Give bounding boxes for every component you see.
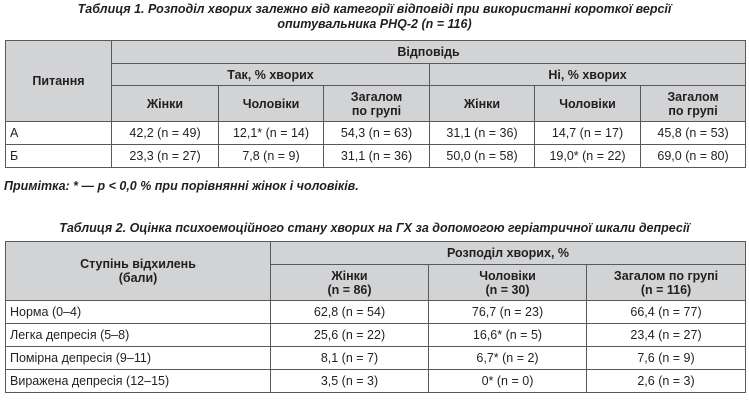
- table-cell: 7,8 (n = 9): [219, 145, 324, 168]
- table-cell: 76,7 (n = 23): [429, 301, 587, 324]
- table-row: [6, 122, 746, 145]
- col-men-yes: Чоловіки: [219, 86, 324, 122]
- header-question: Питання: [6, 41, 112, 122]
- col-total-no-line2: по групі: [668, 103, 718, 118]
- header-distribution: Розподіл хворих, %: [271, 242, 746, 265]
- col-men: [429, 265, 587, 301]
- row-label: Помірна депресія (9–11): [6, 347, 271, 370]
- table-cell: 25,6 (n = 22): [271, 324, 429, 347]
- col-men-n: (n = 30): [485, 282, 530, 297]
- table-cell: 54,3 (n = 63): [324, 122, 430, 145]
- table-cell: 31,1 (n = 36): [324, 145, 430, 168]
- row-label: А: [6, 122, 112, 145]
- header-answers: Відповідь: [112, 41, 746, 64]
- table1-note: Примітка: * — р < 0,0 % при порівнянні жінок і чоловіків.: [4, 179, 359, 193]
- col-women-no: Жінки: [430, 86, 535, 122]
- row-label: Норма (0–4): [6, 301, 271, 324]
- col-total-no: [641, 86, 746, 122]
- table-cell: 2,6 (n = 3): [587, 370, 746, 393]
- table1-phq2: [5, 40, 746, 168]
- table1-caption-line2: опитувальника PHQ-2 (n = 116): [277, 17, 472, 31]
- table-row: [6, 324, 746, 347]
- table1-caption-line1: Таблиця 1. Розподіл хворих залежно від категорії відповіді при використанні короткої версії: [77, 2, 672, 16]
- col-women: [271, 265, 429, 301]
- col-total-n: (n = 116): [640, 282, 692, 297]
- header-degree-line2: (бали): [118, 271, 158, 285]
- table-cell: 42,2 (n = 49): [112, 122, 219, 145]
- table2-caption: Таблиця 2. Оцінка психоемоційного стану хворих на ГХ за допомогою геріатричної шкали депресії: [59, 221, 690, 235]
- table1-caption: [0, 2, 749, 32]
- group-yes: Так, % хворих: [112, 64, 430, 86]
- table-row: [6, 370, 746, 393]
- table-cell: 16,6* (n = 5): [429, 324, 587, 347]
- group-no: Ні, % хворих: [430, 64, 746, 86]
- table-row: [6, 301, 746, 324]
- col-total-no-line1: Загалом: [667, 89, 719, 104]
- table-cell: 23,3 (n = 27): [112, 145, 219, 168]
- table-cell: 50,0 (n = 58): [430, 145, 535, 168]
- table-cell: 23,4 (n = 27): [587, 324, 746, 347]
- table-cell: 62,8 (n = 54): [271, 301, 429, 324]
- table-cell: 0* (n = 0): [429, 370, 587, 393]
- header-degree: [6, 242, 271, 301]
- row-label: Б: [6, 145, 112, 168]
- table-row: [6, 347, 746, 370]
- col-women-n: (n = 86): [327, 282, 372, 297]
- col-men-label: Чоловіки: [479, 268, 536, 283]
- col-men-no: Чоловіки: [535, 86, 641, 122]
- table-cell: 45,8 (n = 53): [641, 122, 746, 145]
- col-total: [587, 265, 746, 301]
- table-cell: 14,7 (n = 17): [535, 122, 641, 145]
- table-cell: 7,6 (n = 9): [587, 347, 746, 370]
- table-cell: 19,0* (n = 22): [535, 145, 641, 168]
- table-cell: 8,1 (n = 7): [271, 347, 429, 370]
- col-women-label: Жінки: [331, 268, 368, 283]
- table-cell: 3,5 (n = 3): [271, 370, 429, 393]
- col-total-yes-line2: по групі: [351, 103, 402, 118]
- table-cell: 66,4 (n = 77): [587, 301, 746, 324]
- table-cell: 69,0 (n = 80): [641, 145, 746, 168]
- row-label: Легка депресія (5–8): [6, 324, 271, 347]
- col-women-yes: Жінки: [112, 86, 219, 122]
- table-row: [6, 145, 746, 168]
- header-degree-line1: Ступінь відхилень: [80, 257, 196, 271]
- col-total-yes: [324, 86, 430, 122]
- table-cell: 12,1* (n = 14): [219, 122, 324, 145]
- col-total-yes-line1: Загалом: [350, 89, 403, 104]
- table2-gds: [5, 241, 746, 393]
- table-cell: 31,1 (n = 36): [430, 122, 535, 145]
- row-label: Виражена депресія (12–15): [6, 370, 271, 393]
- table-cell: 6,7* (n = 2): [429, 347, 587, 370]
- col-total-label: Загалом по групі: [613, 268, 719, 283]
